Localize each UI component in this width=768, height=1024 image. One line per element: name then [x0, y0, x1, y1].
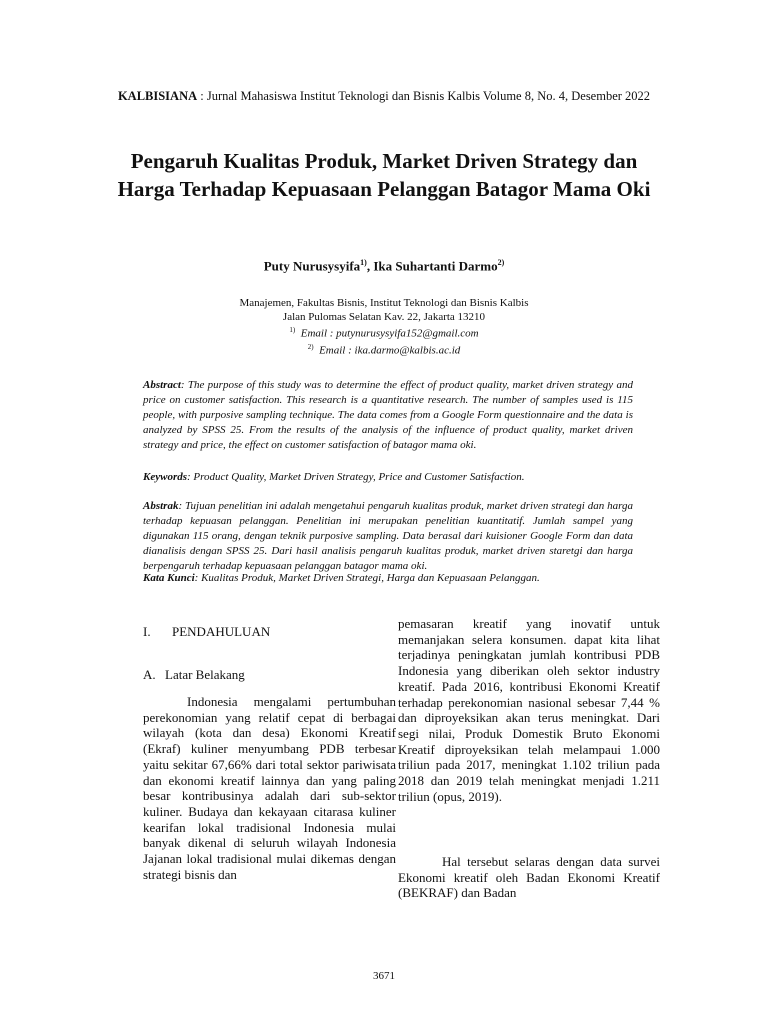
- body-paragraph-right-2: Hal tersebut selaras dengan data survei Ekonomi kreatif oleh Badan Ekonomi Kreatif (BEKRAF) dan Badan: [398, 854, 660, 901]
- author-1: Puty Nurusysyifa: [263, 258, 361, 274]
- email-1: Email : putynurusysyifa152@gmail.com: [300, 327, 479, 340]
- abstract-indonesian: [143, 499, 633, 574]
- keywords-indonesian: [143, 571, 633, 586]
- section-title: PENDAHULUAN: [172, 624, 271, 639]
- author-separator: ,: [366, 258, 374, 274]
- journal-header: [0, 88, 768, 104]
- abstrak-text: : Tujuan penelitian ini adalah mengetahui pengaruh kualitas produk, market driven strategi dan harga terhadap kepuasan pelanggan. Penelitian ini merupakan penelitian kuantitatif. Jumlah sampel yang digunakan 115 orang, dengan teknik purposive sampling. Data berasal dari kuisioner Google Form dan data dianalisis dengan SPSS 25. Dari hasil analisis pengaruh kualitas produk, market driven staretgi dan harga berpengaruh terhadap kepuasaan pelanggan batagor mama oki.: [143, 500, 633, 572]
- body-paragraph-left: Indonesia mengalami pertumbuhan perekonomian yang relatif cepat di berbagai wilayah (kota dan desa) Ekonomi Kreatif (Ekraf) kuliner menyumbang PDB terbesar yaitu sekitar 67,66% dari total sektor pariwisata dan ekonomi kreatif lainnya dan yang paling besar kontribusinya adalah dari sub-sektor kuliner. Budaya dan kekayaan citarasa kuliner kearifan lokal tradisional Indonesia mulai banyak dikenal di seluruh wilayah Indonesia Jajanan lokal tradisional mulai dikemas dengan strategi bisnis dan: [143, 694, 396, 882]
- author-1-mark: 1): [360, 258, 367, 267]
- abstract-english: [143, 378, 633, 453]
- subsection-heading: [143, 667, 245, 683]
- subsection-title: Latar Belakang: [165, 667, 245, 682]
- affiliation-line-2: Jalan Pulomas Selatan Kav. 22, Jakarta 13210: [282, 310, 486, 323]
- email-1-mark: 1): [289, 326, 296, 334]
- email-2-mark: 2): [307, 343, 314, 352]
- author-line: [0, 254, 768, 274]
- email-line-2: [0, 341, 768, 358]
- kata-kunci-label: Kata Kunci: [143, 572, 195, 584]
- keywords-english: [143, 470, 633, 485]
- affiliation-block: [0, 297, 768, 358]
- kata-kunci-text: : Kualitas Produk, Market Driven Strategi, Harga dan Kepuasaan Pelanggan.: [194, 572, 540, 584]
- section-number: I.: [143, 624, 151, 639]
- journal-name: KALBISIANA: [117, 89, 198, 103]
- keywords-text: : Product Quality, Market Driven Strategy, Price and Customer Satisfaction.: [187, 471, 525, 483]
- author-2: Ika Suhartanti Darmo: [373, 258, 498, 274]
- subsection-number: A.: [143, 667, 156, 682]
- abstrak-label: Abstrak: [143, 500, 179, 512]
- page-number: 3671: [373, 970, 395, 982]
- author-2-mark: 2): [497, 258, 505, 267]
- journal-details: : Jurnal Mahasiswa Institut Teknologi dan Bisnis Kalbis Volume 8, No. 4, Desember 2022: [197, 89, 651, 103]
- abstract-label: Abstract: [143, 379, 181, 391]
- section-heading: [143, 624, 270, 640]
- body-paragraph-right-1: pemasaran kreatif yang inovatif untuk memanjakan selera konsumen. dapat kita lihat terjadinya peningkatan jumlah kontribusi PDB Indonesia yang diberikan oleh sektor industry kreatif. Pada 2016, kontribusi Ekonomi Kreatif terhadap perekonomian nasional sebesar 7,44 % dan diproyeksikan akan terus meningkat. Dari segi nilai, Produk Domestik Bruto Ekonomi Kreatif diproyeksikan telah melampaui 1.000 triliun pada 2017, meningkat 1.102 triliun pada 2018 dan 2019 telah meningkat menjadi 1.211 triliun (opus, 2019).: [398, 616, 660, 804]
- paper-title: Pengaruh Kualitas Produk, Market Driven Strategy dan Harga Terhadap Kepuasaan Pelanggan Batagor Mama Oki: [117, 149, 651, 201]
- affiliation-line-1: Manajemen, Fakultas Bisnis, Institut Teknologi dan Bisnis Kalbis: [239, 297, 529, 309]
- email-2: Email : ika.darmo@kalbis.ac.id: [319, 344, 461, 357]
- keywords-label: Keywords: [143, 471, 187, 483]
- abstract-text: : The purpose of this study was to determine the effect of product quality, market driven strategy and price on customer satisfaction. This research is a quantitative research. The number of samples used is 115 people, with purposive sampling technique. The data comes from a Google Form questionnaire and the data is analyzed by SPSS 25. From the results of the analysis of the influence of product quality, market driven strategy and price, the effect on customer satisfaction of batagor mama oki.: [143, 379, 633, 451]
- email-line-1: [0, 324, 768, 341]
